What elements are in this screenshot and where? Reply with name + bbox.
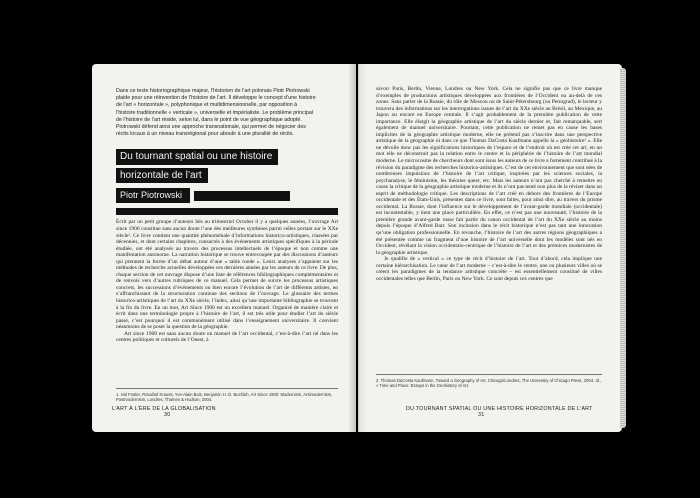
title-rule — [116, 208, 338, 215]
right-paragraph-1: savoir Paris, Berlin, Vienne, Londres ou New York. Cela ne signifie pas que ce livre manque d’exemples de productions artistiques développées aux frontières de l’Occident ou au-delà de ces zones. Sans parler de la Russie, du rôle de Moscou ou de Saint-Pétersbourg (ou Petrograd), le lecteur y trouvera des informations sur les interrogations issues de l’art du XXe siècle au Brésil, au Mexique, au Japon ou encore en Europe centrale. Il s’agit probablement de la première publication de cette importance. Elle élargit la géographie artistique de l’art du siècle dernier et, fait remarquable, sert également de manuel universitaire. Pourtant, cette publication ne remet pas en cause les bases implicites de la géographie artistique moderne, elle ne prétend pas s’inscrire dans une perspective artistique de la géographie ni dans ce que Thomas DaCosta Kaufmann appelle la « géohistoire² ». Elle ne dévoile donc pas les significations historiques de l’espace et de l’endroit où est créé cet art, en un mot elle ne déconstruit pas la relation entre le centre et la périphérie de l’histoire de l’art mondial moderne. Le microcosme de chercheurs dont sont issus les auteurs de ce livre a fortement contribué à la révision du paradigme des recherches historico-artistiques. C’est de cet environnement que sont nées de nombreuses impulsions de l’histoire de l’art critique, inspirées par les sciences sociales, la psychanalyse, le féminisme, les théories queer, etc. Mais les auteurs n’ont pas cherché à remettre en cause la critique de la géographie artistique moderne et ils n’ont pas tenté non plus de la réviser dans un esprit de méthodologie critique. Les descriptions de l’art créé en dehors des frontières de l’Europe occidentale et des États-Unis, présentes dans ce livre, sont faites, pour ainsi dire, au travers du prisme occidental. La Russie, dont l’influence sur le développement de l’avant-garde mondiale (occidentale) est incontestable, y tient une place particulière. En effet, ce n’est pas une nouveauté, l’histoire de la première grande avant-garde russe fait partie du canon occidental de l’art du XXe siècle au moins depuis l’époque d’Alfred Barr. Son inclusion dans le récit historique n’est pas tant une innovation qu’une obligation professionnelle. En revanche, l’histoire de l’art des autres régions géographiques a été présentée comme un fragment d’une histoire de l’art universelle dont les modèles sont nés en Occident, révélant la vision occidentalo-centrique de l’histoire de l’art et des prémices modernistes de la géographie artistique. — [376, 86, 602, 256]
right-footnote: 2. Thomas DaCosta Kaufmann, Toward a Geography of Art, Chicago/Londres, The University of Chicago Press, 2004. Id., « Time and Place: Essays in the Geohistory of Art. — [376, 374, 602, 389]
left-page-number: 30 — [164, 412, 171, 418]
left-running-title: L’ART À L’ÈRE DE LA GLOBALISATION — [112, 406, 216, 412]
left-paragraph-1: Écrit par un petit groupe d’auteurs liés au trimestriel October il y a quelques années, l’ouvrage Art since 1900 constitue sans aucun doute l’une des meilleures synthèses parmi celles portant sur le XXe siècle¹. Ce livre contient une quantité phénoménale d’informations historico-artistiques, classées par décennies, et dont certains chapitres, consacrés à des événements artistiques spécifiques à la période étudiée, ont été analysés au travers des processus intellectuels de l’époque et non comme une manifestation autonome. La narration historique se trouve entrecoupée par des discussions d’auteurs qui prennent la forme d’un débat autour d’une « table ronde ». Leurs analyses s’appuient sur les méthodes de recherche actuelles développées ces dernières années par les auteurs de ce livre. De plus, chaque section de cet ouvrage dispose d’une liste de références bibliographiques complémentaires et de renvois vers d’autres rubriques de ce manuel. Cela permet de suivre les processus artistiques concrets, les successions d’événements ou bien encore l’évolution de l’art de différents artistes, en s’affranchissant de la structuration continue des sections de l’ouvrage. Le glossaire des termes historico-artistiques de l’art du XXe siècle, l’index, ainsi qu’une importante bibliographie se trouvent à la fin du livre. En un mot, Art Since 1900 est un excellent manuel. Organisé de manière claire et écrit dans une terminologie propre à l’histoire de l’art, il est très utile pour étudier l’art du siècle passé, c’est pourquoi il est communément utilisé dans l’enseignement universitaire. Il convient néanmoins de se poser la question de la géographie. — [116, 219, 338, 331]
right-page — [358, 64, 622, 432]
author-name: Piotr Piotrowski — [116, 188, 190, 203]
left-footnote: 1. Hal Foster, Rosalind Krauss, Yve-Alain Bois, Benjamin H. D. Buchloh, Art Since 1900: Modernism, Antimodernism, Postmodernism, Londres, Thames & Hudson, 2004. — [116, 388, 338, 403]
left-paragraph-2: Art since 1900 est sans aucun doute un manuel de l’art occidental, c’est-à-dire l’art né dans les centres politiques et culturels de l’Ouest, à — [116, 330, 338, 344]
left-body-text — [116, 219, 338, 343]
right-body-text — [376, 86, 602, 282]
left-footer — [112, 406, 216, 418]
right-paragraph-2: Je qualifie de « vertical » ce type de récit d’histoire de l’art. Tout d’abord, cela implique une certaine hiérarchisation. Le cœur de l’art moderne – c’est-à-dire le centre, une ou plusieurs villes où se créent les paradigmes de la tendance artistique concrète – est essentiellement constitué de villes occidentales telles que Berlin, Paris ou New York. Ce sont depuis ces centres que — [376, 256, 602, 282]
author-row — [116, 188, 344, 203]
right-page-number: 31 — [478, 412, 485, 418]
intro-text: Dans ce texte historiographique majeur, l’historien de l’art polonais Piotr Piotrowski plaide pour une réinvention de l’histoire de l’art. Il développe le concept d’une histoire de l’art « horizontale », polyphonique et multidimensionnelle, par opposition à l’histoire traditionnelle « verticale », universelle et impérialiste. Le problème principal de l’histoire de l’art réside, selon lui, dans le point de vue géographique adopté. Piotrowski défend ainsi une approche transnationale, qui permet de négocier des récits locaux à un niveau transrégional pour aboutir à une pluralité de récits. — [116, 88, 316, 138]
chapter-title-line-1: Du tournant spatial ou une histoire — [116, 149, 278, 165]
page-edges — [620, 68, 626, 428]
right-running-title: DU TOURNANT SPATIAL OU UNE HISTOIRE HORIZONTALE DE L’ART — [406, 406, 593, 412]
chapter-title — [116, 146, 344, 203]
left-page — [92, 64, 356, 432]
right-footer — [406, 406, 593, 418]
chapter-title-line-2: horizontale de l’art — [116, 168, 208, 184]
author-rule — [194, 191, 290, 201]
open-book — [92, 64, 622, 432]
